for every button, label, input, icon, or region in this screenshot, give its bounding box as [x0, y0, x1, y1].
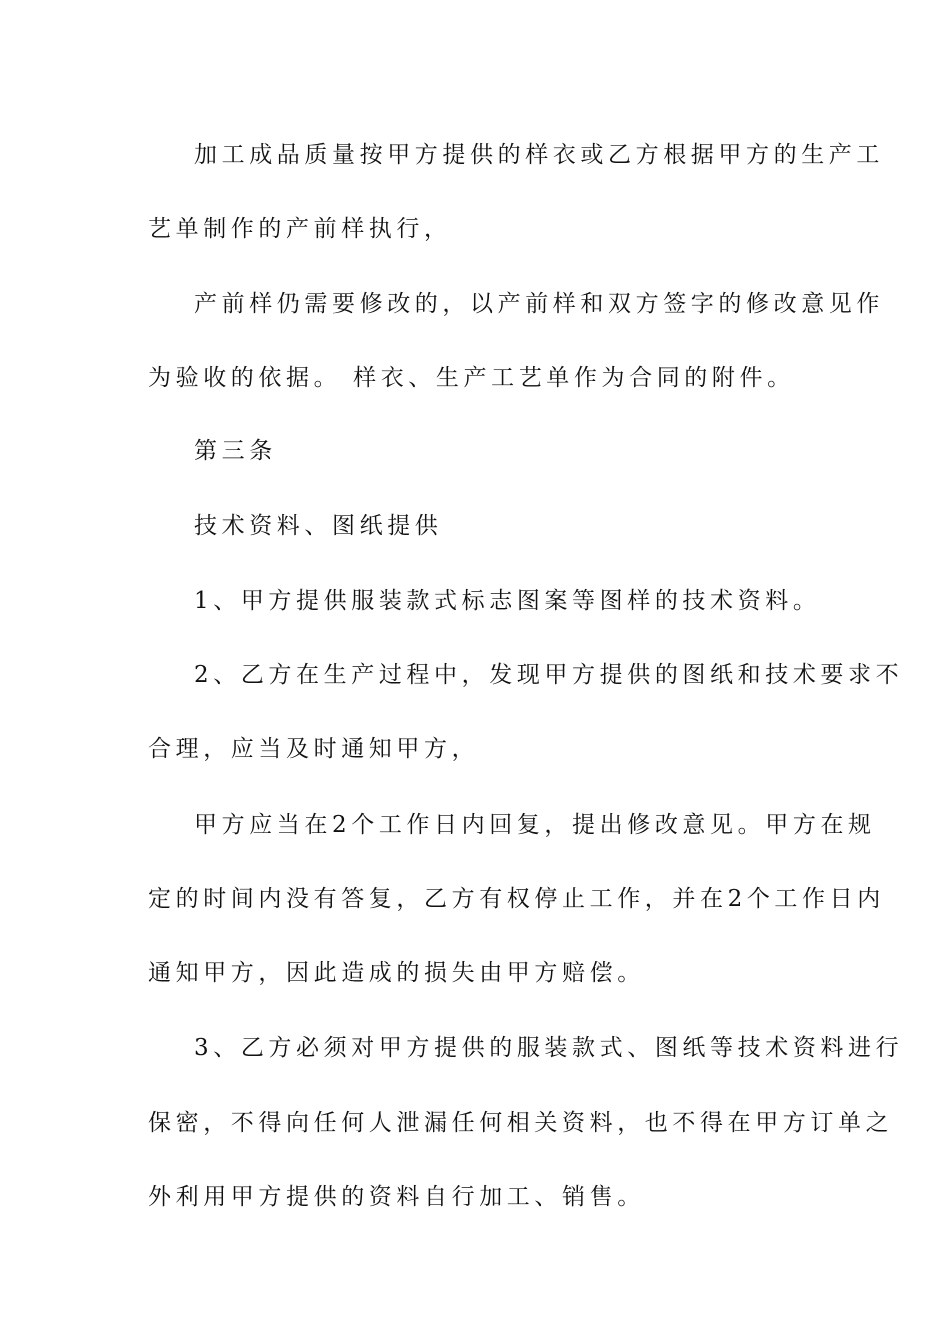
text-line: 3、乙方必须对甲方提供的服装款式、图纸等技术资料进行 [194, 1035, 904, 1061]
section-heading: 第三条 [194, 438, 277, 464]
section-subheading: 技术资料、图纸提供 [194, 513, 443, 539]
text-line: 1、甲方提供服装款式标志图案等图样的技术资料。 [194, 588, 821, 614]
text-line: 甲方应当在2个工作日内回复，提出修改意见。甲方在规 [194, 812, 876, 838]
text-line: 保密，不得向任何人泄漏任何相关资料，也不得在甲方订单之 [148, 1110, 894, 1136]
text-line: 定的时间内没有答复，乙方有权停止工作，并在2个工作日内 [148, 886, 885, 912]
text-line: 通知甲方，因此造成的损失由甲方赔偿。 [148, 960, 645, 986]
text-line: 合理，应当及时通知甲方， [148, 736, 480, 762]
text-line: 2、乙方在生产过程中，发现甲方提供的图纸和技术要求不 [194, 662, 904, 688]
text-line: 艺单制作的产前样执行， [148, 216, 452, 242]
text-line: 外利用甲方提供的资料自行加工、销售。 [148, 1184, 645, 1210]
text-line: 产前样仍需要修改的，以产前样和双方签字的修改意见作 [194, 291, 884, 317]
text-line: 为验收的依据。 样衣、生产工艺单作为合同的附件。 [148, 365, 795, 391]
text-line: 加工成品质量按甲方提供的样衣或乙方根据甲方的生产工 [194, 142, 884, 168]
